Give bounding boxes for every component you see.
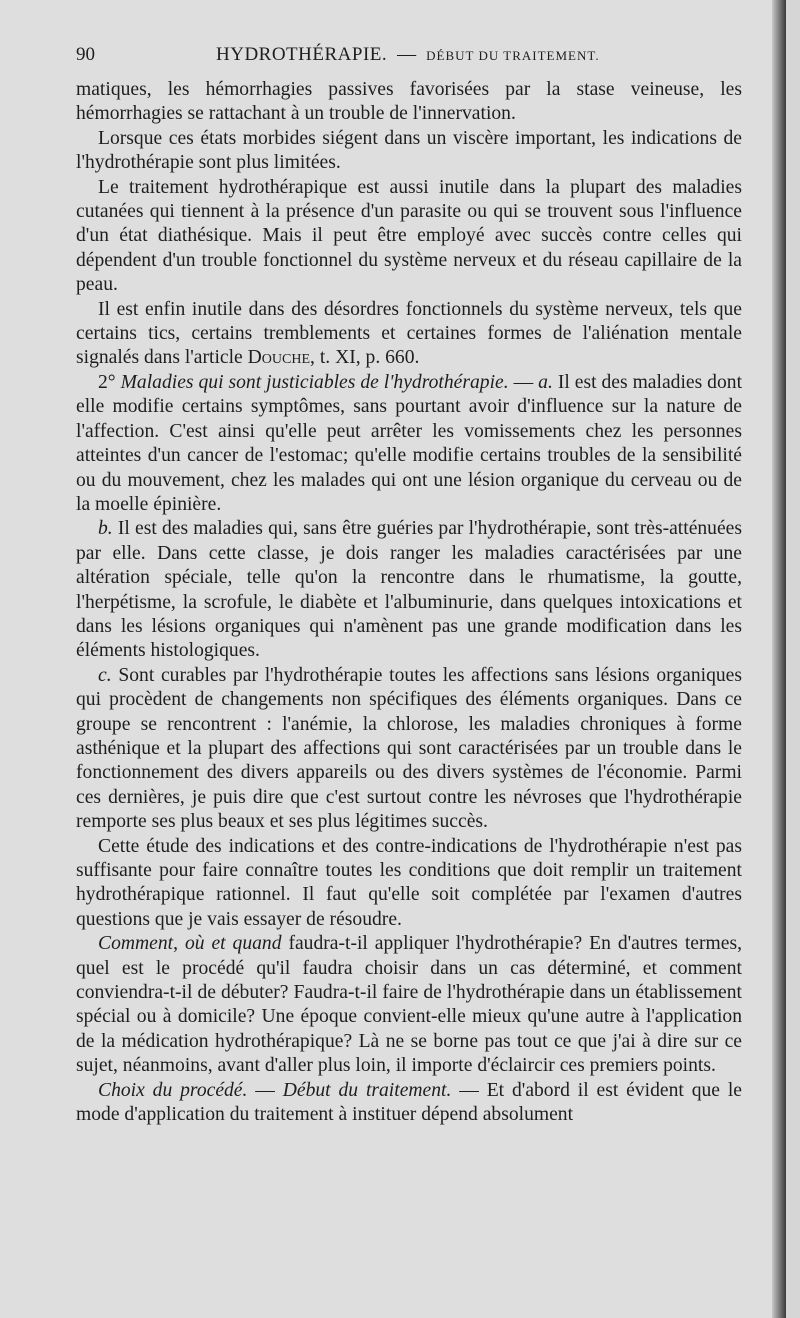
text-run: , t. XI, p. 660. bbox=[310, 347, 420, 369]
text-run: — bbox=[247, 1079, 283, 1101]
list-marker: b. bbox=[98, 518, 113, 540]
paragraph bbox=[76, 835, 742, 933]
paragraph bbox=[76, 664, 742, 835]
paragraph bbox=[76, 78, 742, 127]
body-text bbox=[76, 78, 742, 1127]
subsection-heading-italic: Choix du procédé. bbox=[98, 1079, 248, 1101]
italic-run: Comment bbox=[98, 933, 174, 955]
text-run: Lorsque ces états morbides siégent dans un viscère important, les indications de l'hydrothérapie sont plus limitées. bbox=[76, 127, 742, 174]
subsection-heading-italic: Début du traitement. bbox=[282, 1079, 452, 1101]
paragraph bbox=[76, 371, 742, 517]
page-number: 90 bbox=[76, 44, 95, 65]
running-section: DÉBUT DU TRAITEMENT. bbox=[426, 48, 600, 63]
author-small-caps: Douche bbox=[247, 347, 311, 369]
text-run: Il est des maladies dont elle modifie certains symptômes, sans pourtant avoir d'influence sur la nature de l'affection. C'est ainsi qu'elle peut arrêter les vomissements chez les personnes atteintes d'un cancer de l'estomac; qu'elle modifie certains troubles de la sensibilité ou du mouvement, chez les malades qui ont une lésion organique du cerveau ou de la moelle épinière. bbox=[76, 371, 743, 515]
text-run: faudra-t-il appliquer l'hydrothérapie? En d'autres termes, quel est le procédé qu'il faudra choisir dans un cas déterminé, et comment conviendra-t-il de débuter? Faudra-t-il faire de l'hydrothérapie dans un établissement spécial ou à domicile? Une époque convient-elle mieux qu'une autre à l'application de la médication hydrothérapique? Là ne se borne pas tout ce que j'ai à dire sur ce sujet, néanmoins, avant d'aller plus loin, il importe d'éclaircir ces premiers points. bbox=[76, 933, 742, 1077]
list-marker: a. bbox=[538, 371, 553, 393]
text-run: Il est des maladies qui, sans être guéries par l'hydrothérapie, sont très-atténuées par elle. Dans cette classe, je dois ranger les maladies caractérisées par une altération spéciale, telle qu'on la rencontre dans le rhumatisme, la goutte, l'herpétisme, la scrofule, le diabète et l'albuminurie, dans quelques intoxications et dans les lésions organiques qui n'amènent pas une grande modification dans les éléments histologiques. bbox=[76, 518, 742, 662]
paragraph bbox=[76, 298, 742, 371]
running-title: HYDROTHÉRAPIE. bbox=[216, 44, 388, 65]
section-heading-italic: Maladies qui sont justiciables de l'hydrothérapie. bbox=[120, 371, 509, 393]
running-head-dash: — bbox=[397, 44, 417, 65]
text-run: matiques, les hémorrhagies passives favorisées par la stase veineuse, les hémorrhagies se rattachant à un trouble de l'innervation. bbox=[76, 79, 742, 125]
paragraph bbox=[76, 127, 742, 176]
book-binding-edge bbox=[772, 0, 786, 1318]
text-run: Sont curables par l'hydrothérapie toutes les affections sans lésions organiques qui procèdent de changements non spécifiques des éléments organiques. Dans ce groupe se rencontrent : l'anémie, la chlorose, les maladies chroniques à forme asthénique et la plupart des affections qui sont caractérisées par un trouble dans le fonctionnement des divers appareils ou des divers systèmes de l'économie. Parmi ces dernières, je puis dire que c'est surtout contre les névroses que l'hydrothérapie remporte ses plus beaux et ses plus légitimes succès. bbox=[76, 664, 742, 833]
paragraph bbox=[76, 932, 742, 1078]
running-head bbox=[76, 44, 742, 78]
italic-run: où et quand bbox=[184, 933, 282, 955]
text-run: , bbox=[173, 933, 185, 955]
text-run: Le traitement hydrothérapique est aussi inutile dans la plupart des maladies cutanées qui tiennent à la présence d'un parasite ou qui se trouvent sous l'influence d'un état diathésique. Mais il peut être employé avec succès contre celles qui dépendent d'un trouble fonctionnel du système nerveux et du réseau capillaire de la peau. bbox=[76, 176, 742, 296]
text-run: 2° bbox=[98, 371, 121, 393]
paragraph bbox=[76, 517, 742, 663]
text-run: Il est enfin inutile dans des désordres fonctionnels du système nerveux, tels que certains tics, certains tremblements et certaines formes de l'aliénation mentale signalés dans l'article bbox=[76, 298, 742, 369]
text-run: — Et d'abord il est évident que le mode d'application du traitement à instituer dépend absolument bbox=[76, 1079, 743, 1126]
text-run: — bbox=[508, 371, 539, 393]
list-marker: c. bbox=[98, 664, 112, 686]
text-run: Cette étude des indications et des contre-indications de l'hydrothérapie n'est pas suffisante pour faire connaître toutes les conditions que doit remplir un traitement hydrothérapique rationnel. Il faut qu'elle soit complétée par l'examen d'autres questions que je vais essayer de résoudre. bbox=[76, 835, 742, 930]
paragraph bbox=[76, 176, 742, 298]
paragraph bbox=[76, 1079, 742, 1128]
